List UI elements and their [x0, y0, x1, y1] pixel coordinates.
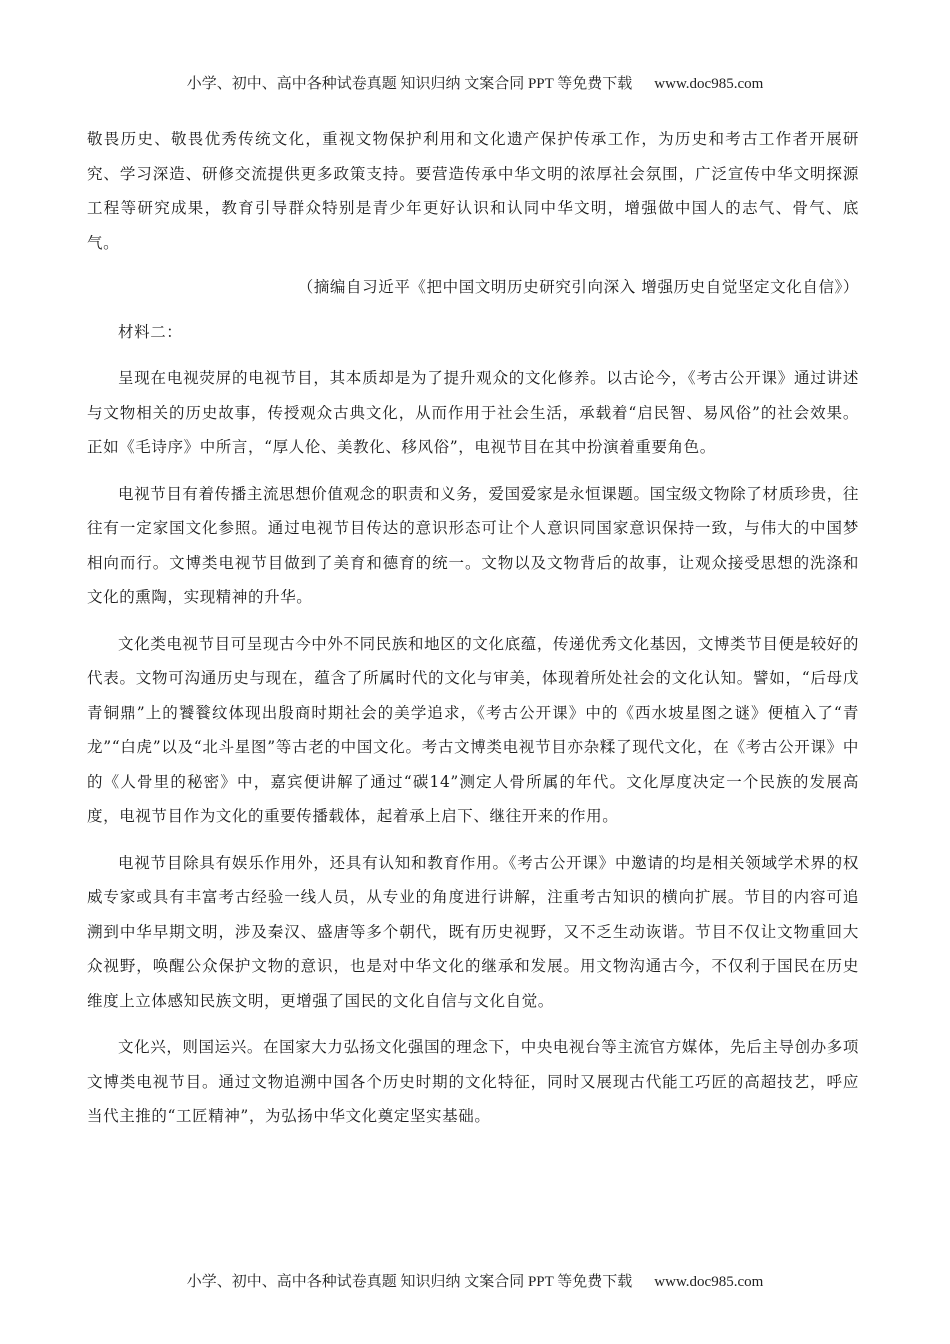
source-citation: （摘编自习近平《把中国文明历史研究引向深入 增强历史自觉坚定文化自信》） — [297, 278, 859, 296]
body-paragraph-2: 电视节目有着传播主流思想价值观念的职责和义务，爱国爱家是永恒课题。国宝级文物除了材质珍贵，往往有一定家国文化参照。通过电视节目传达的意识形态可让个人意识同国家意识保持一致，与伟大的中国梦相向而行。文博类电视节目做到了美育和德育的统一。文物以及文物背后的故事，让观众接受思想的洗涤和文化的熏陶，实现精神的升华。 — [87, 484, 859, 606]
header-banner — [0, 72, 950, 93]
body-paragraph-5: 文化兴，则国运兴。在国家大力弘扬文化强国的理念下，中央电视台等主流官方媒体，先后主导创办多项文博类电视节目。通过文物追溯中国各个历史时期的文化特征，同时又展现古代能工巧匠的高超技艺，呼应当代主推的“工匠精神”，为弘扬中华文化奠定坚实基础。 — [87, 1038, 859, 1125]
body-paragraph-1: 呈现在电视荧屏的电视节目，其本质却是为了提升观众的文化修养。以古论今，《考古公开课》通过讲述与文物相关的历史故事，传授观众古典文化，从而作用于社会生活，承载着“启民智、易风俗”的社会效果。正如《毛诗序》中所言，“厚人伦、美教化、移风俗”，电视节目在其中扮演着重要角色。 — [87, 369, 859, 456]
body-paragraph-3: 文化类电视节目可呈现古今中外不同民族和地区的文化底蕴，传递优秀文化基因，文博类节目便是较好的代表。文物可沟通历史与现在，蕴含了所属时代的文化与审美，体现着所处社会的文化认知。譬如，“后母戊青铜鼎”上的饕餮纹体现出殷商时期社会的美学追求，《考古公开课》中的《西水坡星图之谜》便植入了“青龙”“白虎”以及“北斗星图”等古老的中国文化。考古文博类电视节目亦杂糅了现代文化，在《考古公开课》中的《人骨里的秘密》中，嘉宾便讲解了通过“碳14”测定人骨所属的年代。文化厚度决定一个民族的发展高度，电视节目作为文化的重要传播载体，起着承上启下、继往开来的作用。 — [87, 634, 859, 825]
footer-banner-site[interactable]: www.doc985.com — [654, 1274, 764, 1290]
document-body — [87, 122, 859, 1134]
footer-banner-text: 小学、初中、高中各种试卷真题 知识归纳 文案合同 PPT 等免费下载 — [186, 1274, 633, 1290]
header-banner-text: 小学、初中、高中各种试卷真题 知识归纳 文案合同 PPT 等免费下载 — [186, 76, 633, 92]
material2-heading: 材料二： — [118, 322, 183, 341]
footer-banner — [0, 1270, 950, 1291]
body-paragraph-4: 电视节目除具有娱乐作用外，还具有认知和教育作用。《考古公开课》中邀请的均是相关领域学术界的权威专家或具有丰富考古经验一线人员，从专业的角度进行讲解，注重考古知识的横向扩展。节目的内容可追溯到中华早期文明，涉及秦汉、盛唐等多个朝代，既有历史视野，又不乏生动诙谐。节目不仅让文物重回大众视野，唤醒公众保护文物的意识，也是对中华文化的继承和发展。用文物沟通古今，不仅利于国民在历史维度上立体感知民族文明，更增强了国民的文化自信与文化自觉。 — [87, 853, 859, 1010]
header-banner-site[interactable]: www.doc985.com — [654, 76, 764, 92]
continuation-paragraph: 敬畏历史、敬畏优秀传统文化，重视文物保护利用和文化遗产保护传承工作，为历史和考古工作者开展研究、学习深造、研修交流提供更多政策支持。要营造传承中华文明的浓厚社会氛围，广泛宣传中华文明探源工程等研究成果，教育引导群众特别是青少年更好认识和认同中华文明，增强做中国人的志气、骨气、底气。 — [87, 130, 859, 252]
